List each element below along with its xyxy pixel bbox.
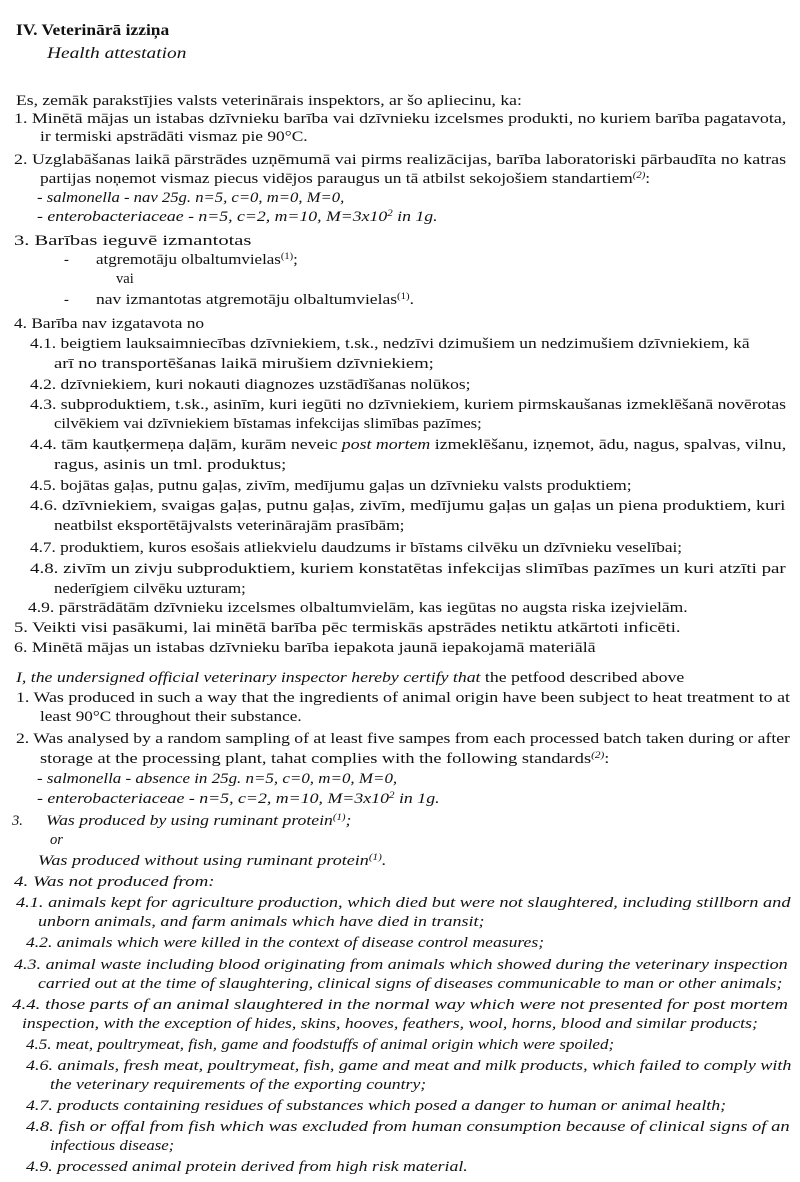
en-item-4-4-line-2: inspection, with the exception of hides, skins, hooves, feathers, wool, horns, blood and similar products; [22,1016,758,1032]
lv-enterobacteriaceae-text: - enterobacteriaceae - n=5, c=2, m=10, M=3x10 [37,209,388,225]
en-item-4-6-line-1: 4.6. animals, fresh meat, poultrymeat, fish, game and meat and milk products, which failed to comply with [26,1058,792,1074]
lv-item-3: 3. Barības ieguvē izmantotas [14,233,252,249]
en-item-3-option-1 [46,812,351,830]
en-intro-italic: I, the undersigned official veterinary inspector hereby certify that [16,670,481,686]
lv-item-2-line-1: 2. Uzglabāšanas laikā pārstrādes uzņēmumā vai pirms realizācijas, barība laboratoriski pārbaudīta no katras [14,152,787,168]
en-item-2-line-2 [40,750,609,768]
lv-item-2-colon: : [645,171,651,187]
en-item-2-text: storage at the processing plant, tahat complies with the following standards [40,751,592,767]
section-title: IV. Veterinārā izziņa [16,22,170,39]
lv-item-3-dash-2: - [64,292,69,308]
en-item-4-7: 4.7. products containing residues of substances which posed a danger to human or animal health; [26,1098,727,1114]
lv-option-1-end: ; [293,252,298,268]
lv-standard-enterobacteriaceae [37,208,438,226]
lv-item-3-or: vai [116,271,134,287]
en-standard-salmonella: - salmonella - absence in 25g. n=5, c=0, m=0, M=0, [37,771,398,787]
lv-item-2-text: partijas noņemot vismaz piecus vidējos paraugus un tā atbilst sekojošiem standartiem [40,171,633,187]
en-item-2-colon: : [604,751,610,767]
lv-item-4-5: 4.5. bojātas gaļas, putnu gaļas, zivīm, medījumu gaļas un dzīvnieku valsts produktiem; [30,478,632,494]
en-item-3-option-2 [38,852,386,870]
lv-item-4-8-line-2: nederīgiem cilvēku uzturam; [54,581,246,597]
en-item-2-line-1: 2. Was analysed by a random sampling of at least five sampes from each processed batch taken during or after [16,731,790,747]
lv-item-4-4-line-2: ragus, asinis un tml. produktus; [54,457,287,473]
lv-item-4-7: 4.7. produktiem, kuros esošais atliekvielu daudzums ir bīstams cilvēku un dzīvnieku veselībai; [30,540,683,556]
lv-standard-salmonella: - salmonella - nav 25g. n=5, c=0, m=0, M=0, [37,190,345,206]
lv-item-5: 5. Veikti visi pasākumi, lai minētā barība pēc termiskās apstrādes netiktu atkārtoti inficēti. [14,620,681,636]
lv-intro: Es, zemāk parakstījies valsts veterinārais inspektors, ar šo apliecinu, ka: [16,93,522,109]
en-item-4-2: 4.2. animals which were killed in the context of disease control measures; [26,935,545,951]
en-item-4-1-line-2: unborn animals, and farm animals which have died in transit; [38,914,485,930]
en-item-4: 4. Was not produced from: [14,874,215,890]
en-item-3-or: or [50,832,63,848]
lv-item-4: 4. Barība nav izgatavota no [14,316,205,332]
lv-item-4-3-line-1: 4.3. subproduktiem, t.sk., asinīm, kuri iegūti no dzīvniekiem, kuriem pirmskaušanas izmeklēšanā novērotas [30,397,786,413]
lv-item-4-4-post-mortem: post mortem [341,437,431,453]
lv-item-2-line-2 [40,170,650,188]
lv-item-4-4-text-a: 4.4. tām kautķermeņa daļām, kurām neveic [30,437,342,453]
lv-option-2-text: nav izmantotas atgremotāju olbaltumvielas [96,292,398,308]
en-footnote-ref-1a: (1) [332,812,346,822]
lv-item-4-9: 4.9. pārstrādātām dzīvnieku izcelsmes olbaltumvielām, kas iegūtas no augsta riska izejvielām. [28,600,688,616]
en-item-4-4-line-1: 4.4. those parts of an animal slaughtered in the normal way which were not presented for post mortem [12,997,788,1013]
en-item-4-6-line-2: the veterinary requirements of the exporting country; [50,1077,427,1093]
lv-exponent: 2 [387,208,393,218]
en-option-1-end: ; [345,813,352,829]
en-option-2-end: . [381,853,387,869]
en-enterobacteriaceae-unit: in 1g. [394,791,440,807]
lv-item-3-option-1 [96,251,298,269]
lv-item-4-3-line-2: cilvēkiem vai dzīvniekiem bīstamas infekcijas slimības pazīmes; [54,416,482,432]
en-footnote-ref-2: (2) [591,750,605,760]
lv-item-4-6-line-2: neatbilst eksportētājvalsts veterinārajām prasībām; [54,518,405,534]
lv-item-4-4-line-1 [30,436,786,454]
lv-item-6: 6. Minētā mājas un istabas dzīvnieku barība iepakota jaunā iepakojamā materiālā [14,640,596,656]
en-option-2-text: Was produced without using ruminant protein [38,853,369,869]
lv-item-4-6-line-1: 4.6. dzīvniekiem, svaigas gaļas, putnu gaļas, zivīm, medījumu gaļas un gaļas un piena produktiem, kuri [30,498,786,514]
en-item-1-line-2: least 90°C throughout their substance. [40,709,302,725]
en-item-4-8-line-1: 4.8. fish or offal from fish which was excluded from human consumption because of clinical signs of an [26,1119,790,1135]
en-item-4-5: 4.5. meat, poultrymeat, fish, game and foodstuffs of animal origin which were spoiled; [26,1037,615,1053]
lv-footnote-ref-1a: (1) [280,251,294,261]
en-item-4-3-line-1: 4.3. animal waste including blood originating from animals which showed during the veterinary inspection [14,957,788,973]
lv-item-3-option-2 [96,291,414,309]
en-intro [16,669,684,687]
lv-footnote-ref-2: (2) [632,170,646,180]
lv-enterobacteriaceae-unit: in 1g. [392,209,438,225]
section-subtitle: Health attestation [47,45,187,62]
en-item-3-number: 3. [12,813,23,829]
en-exponent: 2 [389,790,395,800]
lv-option-1-text: atgremotāju olbaltumvielas [96,252,281,268]
lv-footnote-ref-1b: (1) [397,291,410,301]
en-item-4-3-line-2: carried out at the time of slaughtering, clinical signs of diseases communicable to man or other animals; [38,976,783,992]
en-standard-enterobacteriaceae [37,790,440,808]
lv-item-4-8-line-1: 4.8. zivīm un zivju subproduktiem, kuriem konstatētas infekcijas slimības pazīmes un kuri atzīti par [30,561,786,577]
en-item-4-1-line-1: 4.1. animals kept for agriculture production, which died but were not slaughtered, including stillborn and [16,895,791,911]
lv-item-3-dash-1: - [64,252,69,268]
lv-item-1-line-1: 1. Minētā mājas un istabas dzīvnieku barība vai dzīvnieku izcelsmes produkti, no kuriem barība pagatavota, [14,111,787,127]
en-option-1-text: Was produced by using ruminant protein [46,813,333,829]
lv-item-4-1-line-1: 4.1. beigtiem lauksaimniecības dzīvniekiem, t.sk., nedzīvi dzimušiem un nedzimušiem dzīvniekiem, kā [30,336,750,352]
lv-item-4-1-line-2: arī no transportēšanas laikā mirušiem dzīvniekiem; [54,356,434,372]
lv-item-4-4-text-b: izmeklēšanu, izņemot, ādu, nagus, spalvas, vilnu, [430,437,787,453]
en-footnote-ref-1b: (1) [368,852,382,862]
en-item-4-8-line-2: infectious disease; [50,1138,175,1154]
en-item-1-line-1: 1. Was produced in such a way that the ingredients of animal origin have been subject to heat treatment to at [16,690,790,706]
en-intro-rest: the petfood described above [480,670,685,686]
en-item-4-9: 4.9. processed animal protein derived from high risk material. [26,1159,468,1175]
lv-item-4-2: 4.2. dzīvniekiem, kuri nokauti diagnozes uzstādīšanas nolūkos; [30,377,471,393]
lv-option-2-end: . [409,292,415,308]
lv-item-1-line-2: ir termiski apstrādāti vismaz pie 90°C. [40,129,308,145]
en-enterobacteriaceae-text: - enterobacteriaceae - n=5, c=2, m=10, M=3x10 [37,791,390,807]
